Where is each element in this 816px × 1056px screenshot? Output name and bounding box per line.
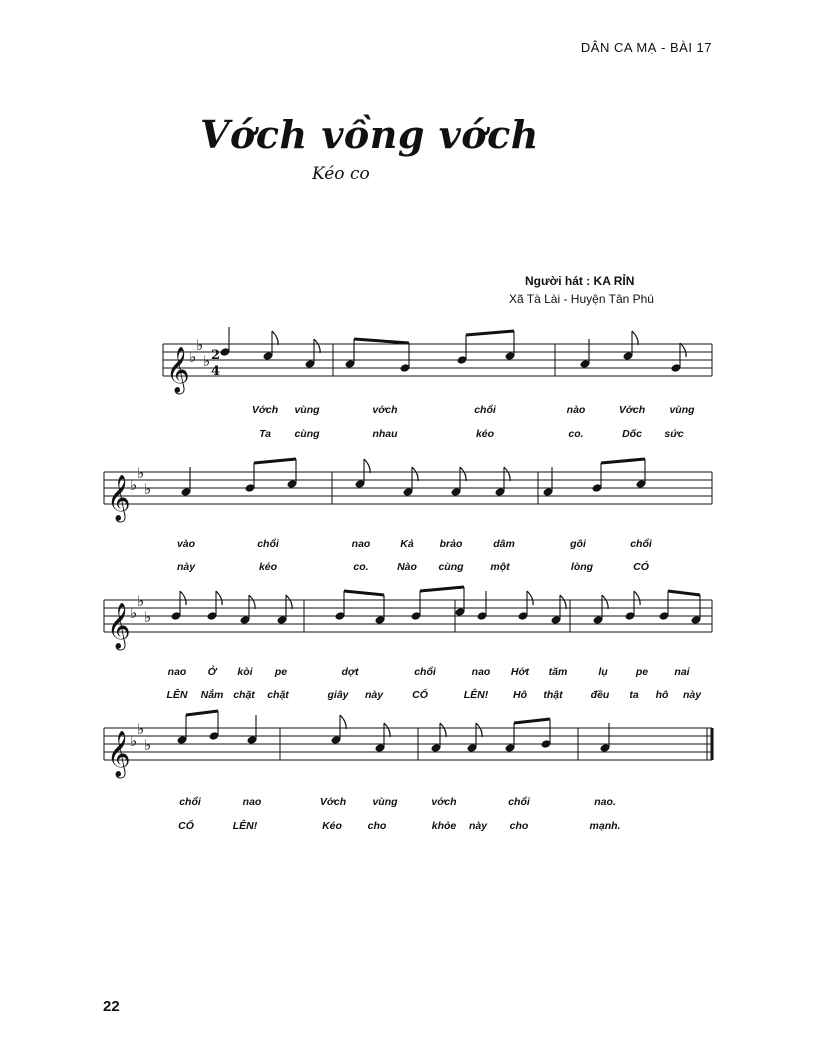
flat-icon: ♭ [137, 592, 145, 610]
lyric-syllable: chổi [508, 796, 530, 808]
note-flag [249, 595, 255, 609]
note-flag [460, 467, 466, 481]
lyric-syllable: cho [367, 820, 387, 832]
lyric-syllable: nao. [594, 796, 616, 808]
lyric-syllable: nao [351, 538, 371, 550]
lyric-syllable: chổi [414, 666, 436, 678]
lyric-syllable: vùng [669, 404, 695, 416]
lyric-syllable: này [176, 561, 196, 573]
lyric-syllable: cùng [438, 561, 464, 573]
lyric-syllable: chổi [630, 538, 652, 550]
flat-icon: ♭ [137, 464, 145, 482]
lyric-syllable: Nắm [200, 689, 224, 701]
lyric-syllable: vớch [431, 796, 457, 808]
page-number: 22 [103, 998, 120, 1015]
note-flag [560, 595, 566, 609]
lyric-syllable: chặt [267, 689, 289, 701]
note-flag [412, 467, 418, 481]
note-flag [364, 459, 370, 473]
flat-icon: ♭ [196, 336, 204, 354]
lyric-syllable: Dốc [622, 428, 642, 440]
note-flag [527, 591, 533, 605]
note-flag [272, 331, 278, 345]
note-flag [216, 591, 222, 605]
note-beam [466, 331, 514, 335]
lyric-syllable: tăm [548, 666, 568, 678]
lyric-syllable: thật [543, 689, 563, 701]
flat-icon: ♭ [144, 736, 152, 754]
note-flag [286, 595, 292, 609]
lyric-syllable: Vớch [251, 404, 279, 416]
note-beam [254, 459, 296, 463]
lyric-syllable: gôi [570, 538, 586, 550]
lyric-syllable: brảo [439, 538, 463, 550]
flat-icon: ♭ [130, 732, 138, 750]
lyric-syllable: khỏe [431, 820, 457, 832]
flat-icon: ♭ [189, 348, 197, 366]
lyric-syllable: chổi [257, 538, 279, 550]
lyric-syllable: nào [566, 404, 586, 416]
place-credit: Xã Tà Lài - Huyện Tân Phú [509, 292, 654, 306]
note-flag [180, 591, 186, 605]
song-title: Vớch vồng vớch [200, 112, 539, 157]
note-beam [354, 339, 409, 343]
note-flag [314, 339, 320, 353]
lyric-syllable: vào [176, 538, 196, 550]
note-beam [514, 719, 550, 723]
lyric-syllable: ta [629, 689, 639, 701]
note-beam [668, 591, 700, 595]
lyric-syllable: Vớch [618, 404, 646, 416]
lyric-syllable: hô [655, 689, 669, 701]
lyric-syllable: CÓ [633, 561, 649, 573]
lyric-syllable: CỐ [412, 689, 428, 701]
lyric-syllable: nhau [372, 428, 398, 440]
flat-icon: ♭ [137, 720, 145, 738]
note-beam [420, 587, 464, 591]
lyric-syllable: cho [509, 820, 529, 832]
lyric-syllable: mạnh. [589, 820, 621, 832]
note-beam [186, 711, 218, 715]
lyric-syllable: cùng [294, 428, 320, 440]
lyric-syllable: đều [590, 689, 610, 701]
lyric-syllable: Hô [513, 689, 527, 701]
lyric-syllable: dợt [341, 666, 359, 678]
note-flag [634, 591, 640, 605]
lyric-syllable: vùng [372, 796, 398, 808]
note-beam [601, 459, 645, 463]
lyric-syllable: LÊN [166, 689, 188, 701]
treble-clef-icon: 𝄞 [166, 347, 190, 393]
lyric-syllable: Vớch [319, 796, 347, 808]
lyric-syllable: kòi [237, 666, 253, 678]
lyric-syllable: co. [353, 561, 369, 573]
treble-clef-icon: 𝄞 [107, 731, 131, 777]
note-flag [602, 595, 608, 609]
note-flag [632, 331, 638, 345]
lyric-syllable: nao [167, 666, 187, 678]
lyric-syllable: này [682, 689, 702, 701]
flat-icon: ♭ [130, 604, 138, 622]
lyric-syllable: LÊN! [232, 820, 258, 832]
lyric-syllable: Kả [400, 538, 414, 550]
singer-credit: Người hát : KA RỈN [525, 274, 635, 288]
lyric-syllable: Kéo [322, 820, 342, 832]
lyric-syllable: một [490, 561, 510, 573]
lyric-syllable: vùng [294, 404, 320, 416]
flat-icon: ♭ [144, 480, 152, 498]
song-subtitle: Kéo co [312, 164, 370, 184]
lyric-syllable: pe [274, 666, 288, 678]
lyric-syllable: kéo [475, 428, 495, 440]
treble-clef-icon: 𝄞 [107, 475, 131, 521]
lyric-syllable: Nào [397, 561, 417, 573]
lyric-syllable: lụ [598, 666, 608, 678]
lyric-syllable: LÊN! [463, 689, 489, 701]
lyric-syllable: kéo [258, 561, 278, 573]
lyric-syllable: Hớt [510, 666, 530, 678]
book-header: DÂN CA MẠ - BÀI 17 [580, 40, 712, 55]
note-flag [384, 723, 390, 737]
lyric-syllable: lòng [570, 561, 594, 573]
flat-icon: ♭ [203, 352, 211, 370]
lyric-syllable: Ở [207, 666, 217, 678]
lyric-syllable: Ta [259, 428, 271, 440]
note-flag [340, 715, 346, 729]
lyric-syllable: chặt [233, 689, 255, 701]
time-sig-top: 2 [211, 348, 221, 363]
lyric-syllable: chổi [474, 404, 496, 416]
note-beam [344, 591, 384, 595]
lyric-syllable: này [468, 820, 488, 832]
note-flag [680, 343, 686, 357]
lyric-syllable: giây [327, 689, 349, 701]
lyric-syllable: nao [242, 796, 262, 808]
lyric-syllable: dâm [493, 538, 515, 550]
lyric-syllable: nai [674, 666, 690, 678]
lyric-syllable: sức [664, 428, 684, 440]
lyric-syllable: chổi [179, 796, 201, 808]
lyric-syllable: pe [635, 666, 649, 678]
flat-icon: ♭ [144, 608, 152, 626]
time-sig-bottom: 4 [211, 364, 221, 379]
flat-icon: ♭ [130, 476, 138, 494]
note-flag [476, 723, 482, 737]
lyric-syllable: vớch [372, 404, 398, 416]
lyric-syllable: co. [568, 428, 584, 440]
treble-clef-icon: 𝄞 [107, 603, 131, 649]
note-flag [504, 467, 510, 481]
note-flag [440, 723, 446, 737]
lyric-syllable: CỐ [178, 820, 194, 832]
lyric-syllable: này [364, 689, 384, 701]
lyric-syllable: nao [471, 666, 491, 678]
